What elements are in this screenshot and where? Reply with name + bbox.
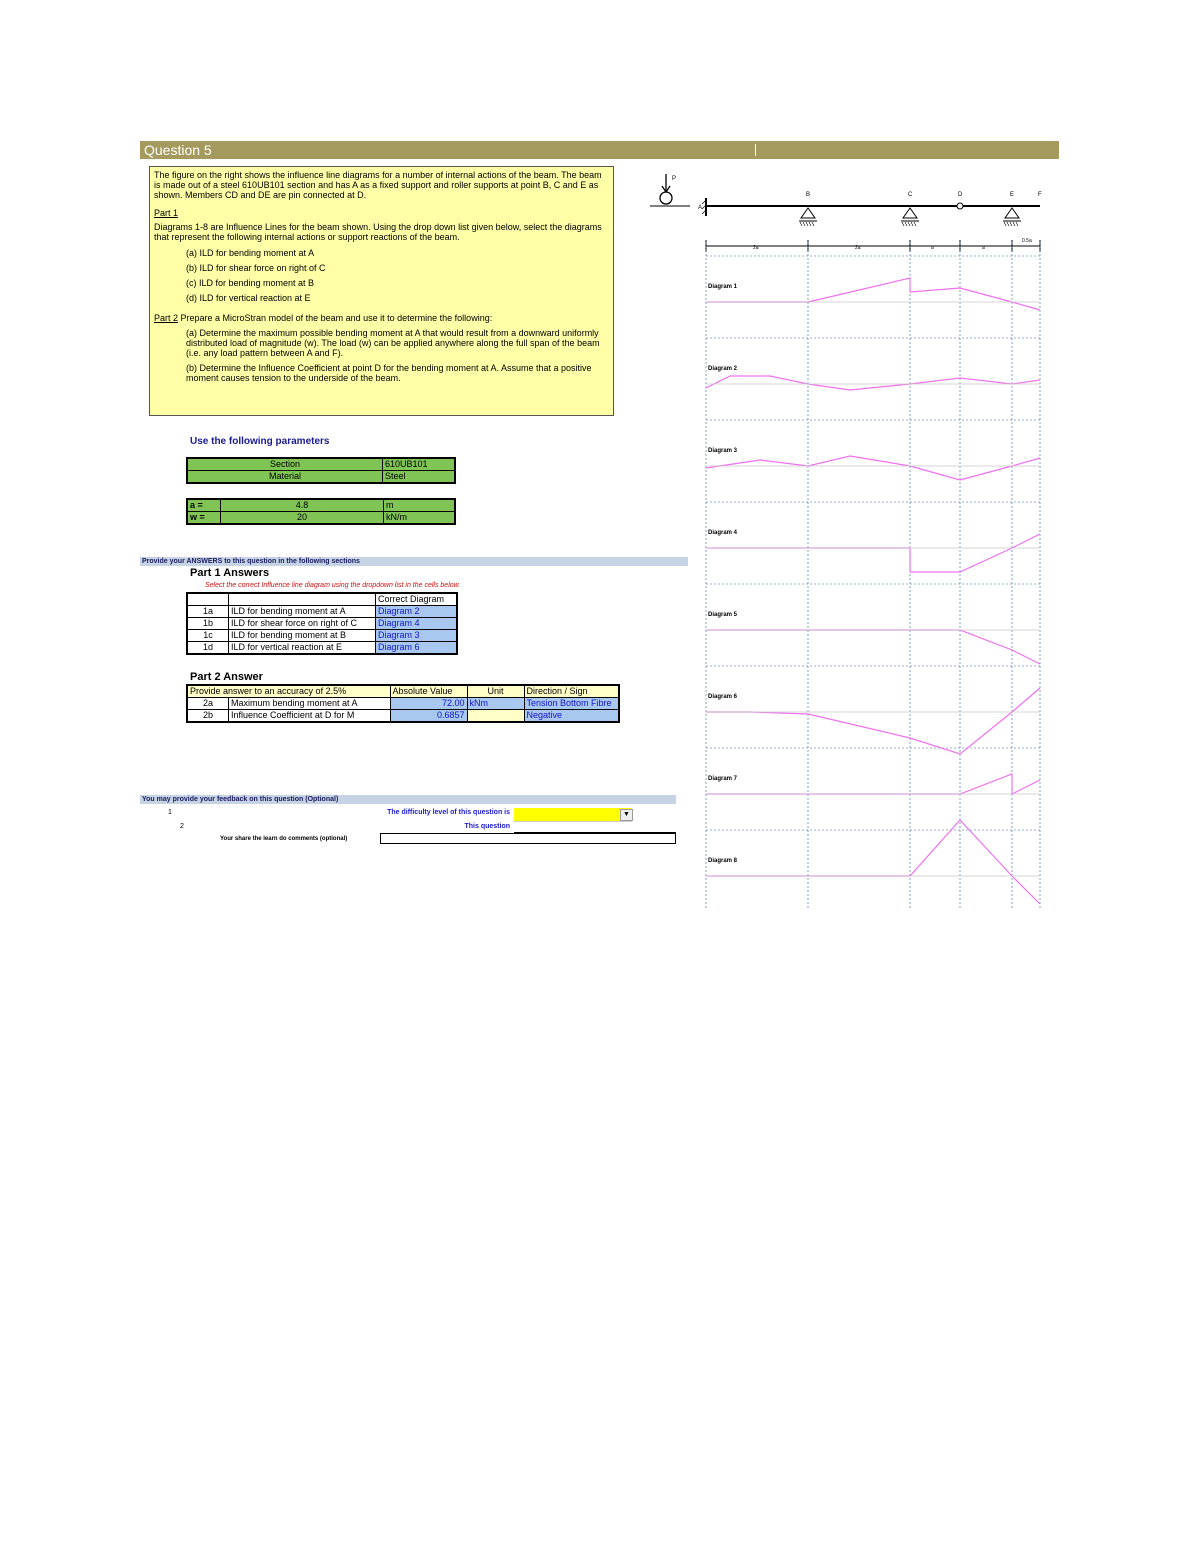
diagram-curve — [706, 278, 1040, 310]
roller-supports — [799, 208, 1021, 226]
answers-bar: Provide your ANSWERS to this question in the following sections — [140, 557, 688, 566]
section-table — [186, 457, 456, 484]
diagram-labels — [708, 284, 738, 864]
feedback-label: This question — [464, 823, 510, 830]
diagram-curve — [706, 774, 1040, 794]
param-unit: kN/m — [384, 512, 456, 525]
dimension-label: 2a — [855, 245, 861, 251]
row-id: 1d — [187, 642, 229, 655]
diagram-curve — [706, 630, 1040, 664]
table-row — [187, 458, 455, 471]
param-value: 20 — [221, 512, 384, 525]
sign-select[interactable]: Negative — [524, 710, 619, 723]
diagram-label: Diagram 7 — [708, 776, 738, 782]
value-input[interactable]: 72.00 — [390, 698, 467, 710]
point-label: A — [698, 205, 703, 211]
diagram-label: Diagram 4 — [708, 530, 738, 536]
row-desc: Influence Coefficient at D for M — [229, 710, 391, 723]
part2-answers-title: Part 2 Answer — [190, 671, 263, 683]
support-triangle — [903, 208, 917, 218]
diagram-curves — [706, 278, 1040, 904]
answer-select[interactable]: Diagram 3 — [376, 630, 458, 642]
part1-item: (d) ILD for vertical reaction at E — [186, 293, 311, 303]
dimension-label: 2a — [753, 245, 759, 251]
diagram-label: Diagram 3 — [708, 448, 738, 454]
param-symbol: w = — [187, 512, 221, 525]
empty-cell — [229, 593, 376, 606]
table-row — [187, 471, 455, 484]
param-value: 610UB101 — [383, 458, 456, 471]
row-id: 1a — [187, 606, 229, 618]
feedback-num: 1 — [168, 809, 172, 816]
column-header: Provide answer to an accuracy of 2.5% — [187, 685, 390, 698]
part1-label: Part 1 — [154, 208, 179, 218]
feedback-num: 2 — [180, 823, 184, 830]
support-triangle — [1005, 208, 1019, 218]
title-separator — [755, 144, 756, 156]
title-bar — [140, 141, 1059, 159]
row-id: 2a — [187, 698, 229, 710]
difficulty-dropdown[interactable] — [514, 808, 632, 822]
part2-item: (a) Determine the maximum possible bending moment at A that would result from a downward uniformly distributed load of magnitude (w). The load (w) can be applied anywhere along the full span of the beam (i.e. any load pattern between A and F). — [186, 328, 600, 358]
param-unit: m — [384, 499, 456, 512]
part1-item: (c) ILD for bending moment at B — [186, 278, 315, 288]
part1-answers-note: Select the correct Influence line diagram using the dropdown list in the cells below. — [205, 582, 461, 589]
table-row — [187, 710, 619, 723]
row-id: 2b — [187, 710, 229, 723]
column-header: Unit — [467, 685, 524, 698]
table-row — [187, 499, 455, 512]
parameters-title: Use the following parameters — [190, 436, 330, 447]
row-desc: ILD for shear force on right of C — [229, 618, 376, 630]
part1-item: (a) ILD for bending moment at A — [186, 248, 315, 258]
diagram-label: Diagram 8 — [708, 858, 738, 864]
hinge-d — [957, 203, 963, 209]
comment-label: Your share the learn do comments (optional) — [220, 836, 348, 842]
part1-answer-table — [186, 592, 458, 655]
dimension-label: 0.5a — [1022, 238, 1032, 244]
row-desc: Maximum bending moment at A — [229, 698, 391, 710]
ild-figure — [630, 160, 1050, 910]
sign-select[interactable]: Tension Bottom Fibre — [524, 698, 619, 710]
param-label: Section — [187, 458, 383, 471]
point-label: B — [806, 192, 811, 198]
value-input[interactable]: 0.6857 — [390, 710, 467, 723]
part1-answers-title: Part 1 Answers — [190, 567, 270, 579]
question-title: Question 5 — [144, 142, 212, 158]
table-row — [187, 606, 457, 618]
chevron-down-icon[interactable]: ▼ — [620, 809, 633, 821]
part1-text: Diagrams 1-8 are Influence Lines for the beam shown. Using the drop down list given below, select the diagrams that represent the following internal actions or support reactions of the beam. — [154, 222, 602, 242]
point-labels — [698, 192, 1042, 211]
part2-row — [154, 313, 609, 323]
part2-label: Part 2 — [154, 313, 179, 323]
part2-text: Prepare a MicroStran model of the beam and use it to determine the following: — [180, 313, 493, 323]
support-triangle — [801, 208, 815, 218]
influence-line-diagrams — [630, 160, 1050, 910]
unit-input[interactable]: kNm — [467, 698, 524, 710]
point-label: C — [908, 192, 913, 198]
table-row — [187, 685, 619, 698]
diagram-curve — [706, 688, 1040, 754]
table-row — [187, 642, 457, 655]
row-desc: ILD for bending moment at A — [229, 606, 376, 618]
feedback-label: The difficulty level of this question is — [387, 809, 510, 816]
table-row — [187, 630, 457, 642]
dimension-labels — [753, 238, 1032, 251]
diagram-label: Diagram 2 — [708, 366, 738, 372]
column-header: Direction / Sign — [524, 685, 619, 698]
answer-select[interactable]: Diagram 2 — [376, 606, 458, 618]
dimension-label: a — [931, 245, 934, 251]
param-label: Material — [187, 471, 383, 484]
table-row — [187, 512, 455, 525]
feedback-bar: You may provide your feedback on this question (Optional) — [140, 795, 676, 804]
load-label: P — [672, 176, 677, 182]
row-desc: ILD for bending moment at B — [229, 630, 376, 642]
feedback-section — [140, 808, 676, 848]
unit-input[interactable] — [467, 710, 524, 723]
dimension-label: a — [982, 245, 985, 251]
diagram-grid — [706, 242, 1040, 910]
values-table — [186, 498, 456, 525]
table-row — [187, 593, 457, 606]
part1-item: (b) ILD for shear force on right of C — [186, 263, 326, 273]
answer-select[interactable]: Diagram 6 — [376, 642, 458, 655]
point-label: E — [1010, 192, 1015, 198]
param-symbol: a = — [187, 499, 221, 512]
question-intro: The figure on the right shows the influence line diagrams for a number of internal actions of the beam. The beam is made out of a steel 610UB101 section and has A as a fixed support and roller supports at point B, C and E as shown. Members CD and DE are pin connected at D. — [154, 170, 602, 200]
point-label: F — [1038, 192, 1042, 198]
row-desc: ILD for vertical reaction at E — [229, 642, 376, 655]
diagram-curve — [706, 376, 1040, 390]
row-id: 1b — [187, 618, 229, 630]
answer-select[interactable]: Diagram 4 — [376, 618, 458, 630]
row-id: 1c — [187, 630, 229, 642]
diagram-curve — [706, 534, 1040, 572]
column-header: Correct Diagram — [376, 593, 458, 606]
diagram-label: Diagram 5 — [708, 612, 738, 618]
empty-cell — [187, 593, 229, 606]
diagram-curve — [706, 820, 1040, 904]
param-value: Steel — [383, 471, 456, 484]
table-row — [187, 618, 457, 630]
diagram-curve — [706, 456, 1040, 480]
diagram-label: Diagram 6 — [708, 694, 738, 700]
part2-item: (b) Determine the Influence Coefficient at point D for the bending moment at A. Assume that a positive moment causes tension to the underside of the beam. — [186, 363, 592, 383]
load-weight — [660, 192, 672, 204]
diagram-label: Diagram 1 — [708, 284, 738, 290]
table-row — [187, 698, 619, 710]
part2-answer-table — [186, 684, 620, 723]
question-box — [149, 166, 614, 416]
param-value: 4.8 — [221, 499, 384, 512]
point-label: D — [958, 192, 963, 198]
column-header: Absolute Value — [390, 685, 467, 698]
